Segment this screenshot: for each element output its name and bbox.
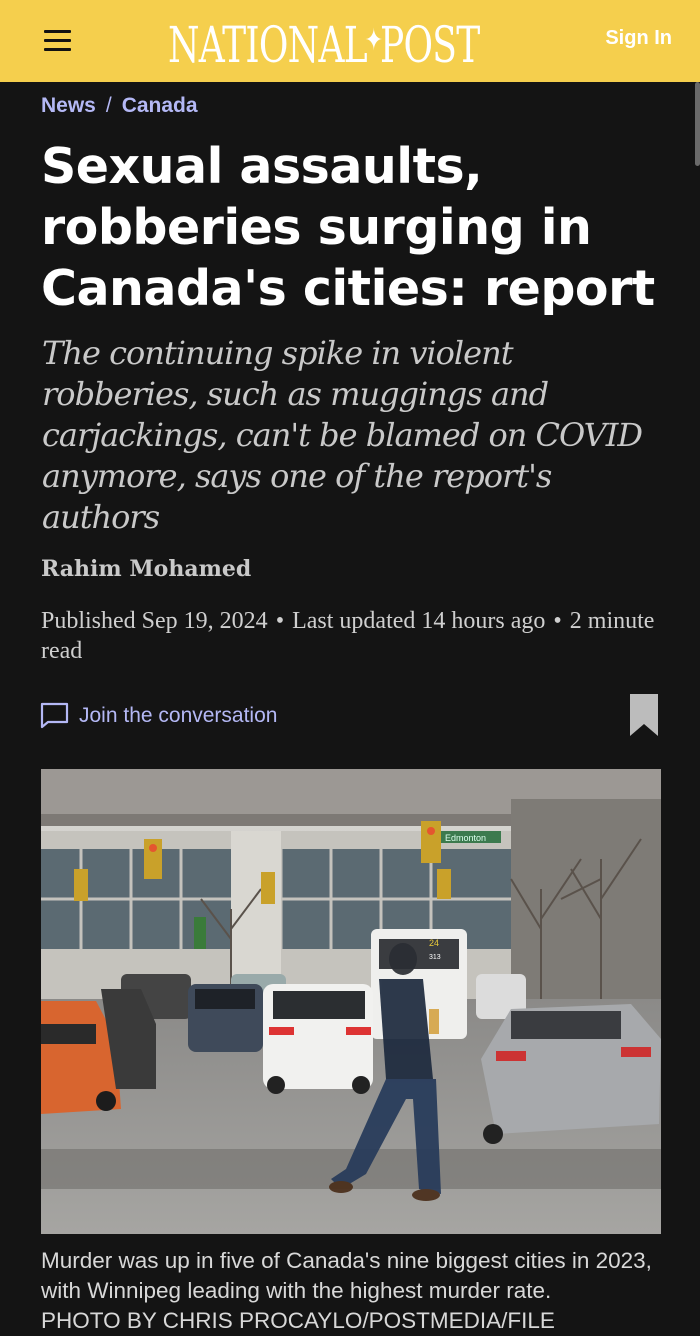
photo-credit: PHOTO BY CHRIS PROCAYLO/POSTMEDIA/FILE bbox=[41, 1308, 555, 1333]
photo-caption bbox=[41, 1246, 681, 1336]
bus-number: 24 bbox=[429, 938, 440, 948]
chat-bubble-icon bbox=[40, 702, 69, 729]
photo-caption-text: Murder was up in five of Canada's nine biggest cities in 2023, with Winnipeg leading with the highest murder rate. bbox=[41, 1248, 652, 1303]
breadcrumb-separator: / bbox=[105, 94, 112, 117]
last-updated: Last updated 14 hours ago bbox=[292, 608, 546, 634]
breadcrumb bbox=[41, 94, 198, 118]
maple-leaf-icon: ✦ bbox=[364, 23, 383, 58]
read-time: 2 minute read bbox=[41, 608, 655, 664]
street-scene-image bbox=[41, 769, 661, 1234]
published-date: Published Sep 19, 2024 bbox=[41, 608, 268, 634]
hamburger-menu-icon[interactable] bbox=[40, 27, 76, 55]
breadcrumb-news-link[interactable]: News bbox=[41, 94, 96, 117]
sign-in-link[interactable]: Sign In bbox=[605, 27, 672, 49]
article-headline: Sexual assaults, robberies surging in Canada's cities: report bbox=[41, 138, 655, 317]
street-sign-text: Edmonton bbox=[445, 833, 487, 843]
bus-route: 313 bbox=[429, 954, 441, 961]
bookmark-icon[interactable] bbox=[630, 694, 658, 736]
article-deck: The continuing spike in violent robberies, such as muggings and carjackings, can't be blamed on COVID anymore, says one of the report's authors bbox=[42, 334, 643, 536]
article-photo bbox=[41, 769, 661, 1234]
site-logo[interactable] bbox=[168, 10, 480, 72]
article-meta bbox=[41, 606, 666, 666]
join-conversation-label: Join the conversation bbox=[79, 703, 278, 727]
meta-dot: • bbox=[553, 608, 562, 634]
join-conversation-link[interactable] bbox=[40, 702, 277, 729]
logo-word-post: POST bbox=[379, 16, 480, 74]
breadcrumb-canada-link[interactable]: Canada bbox=[121, 94, 198, 117]
site-header bbox=[0, 0, 700, 82]
meta-dot: • bbox=[275, 608, 285, 634]
logo-word-national: NATIONAL bbox=[168, 16, 367, 74]
page-scrollbar[interactable] bbox=[695, 82, 700, 166]
author-link[interactable]: Rahim Mohamed bbox=[41, 556, 252, 582]
